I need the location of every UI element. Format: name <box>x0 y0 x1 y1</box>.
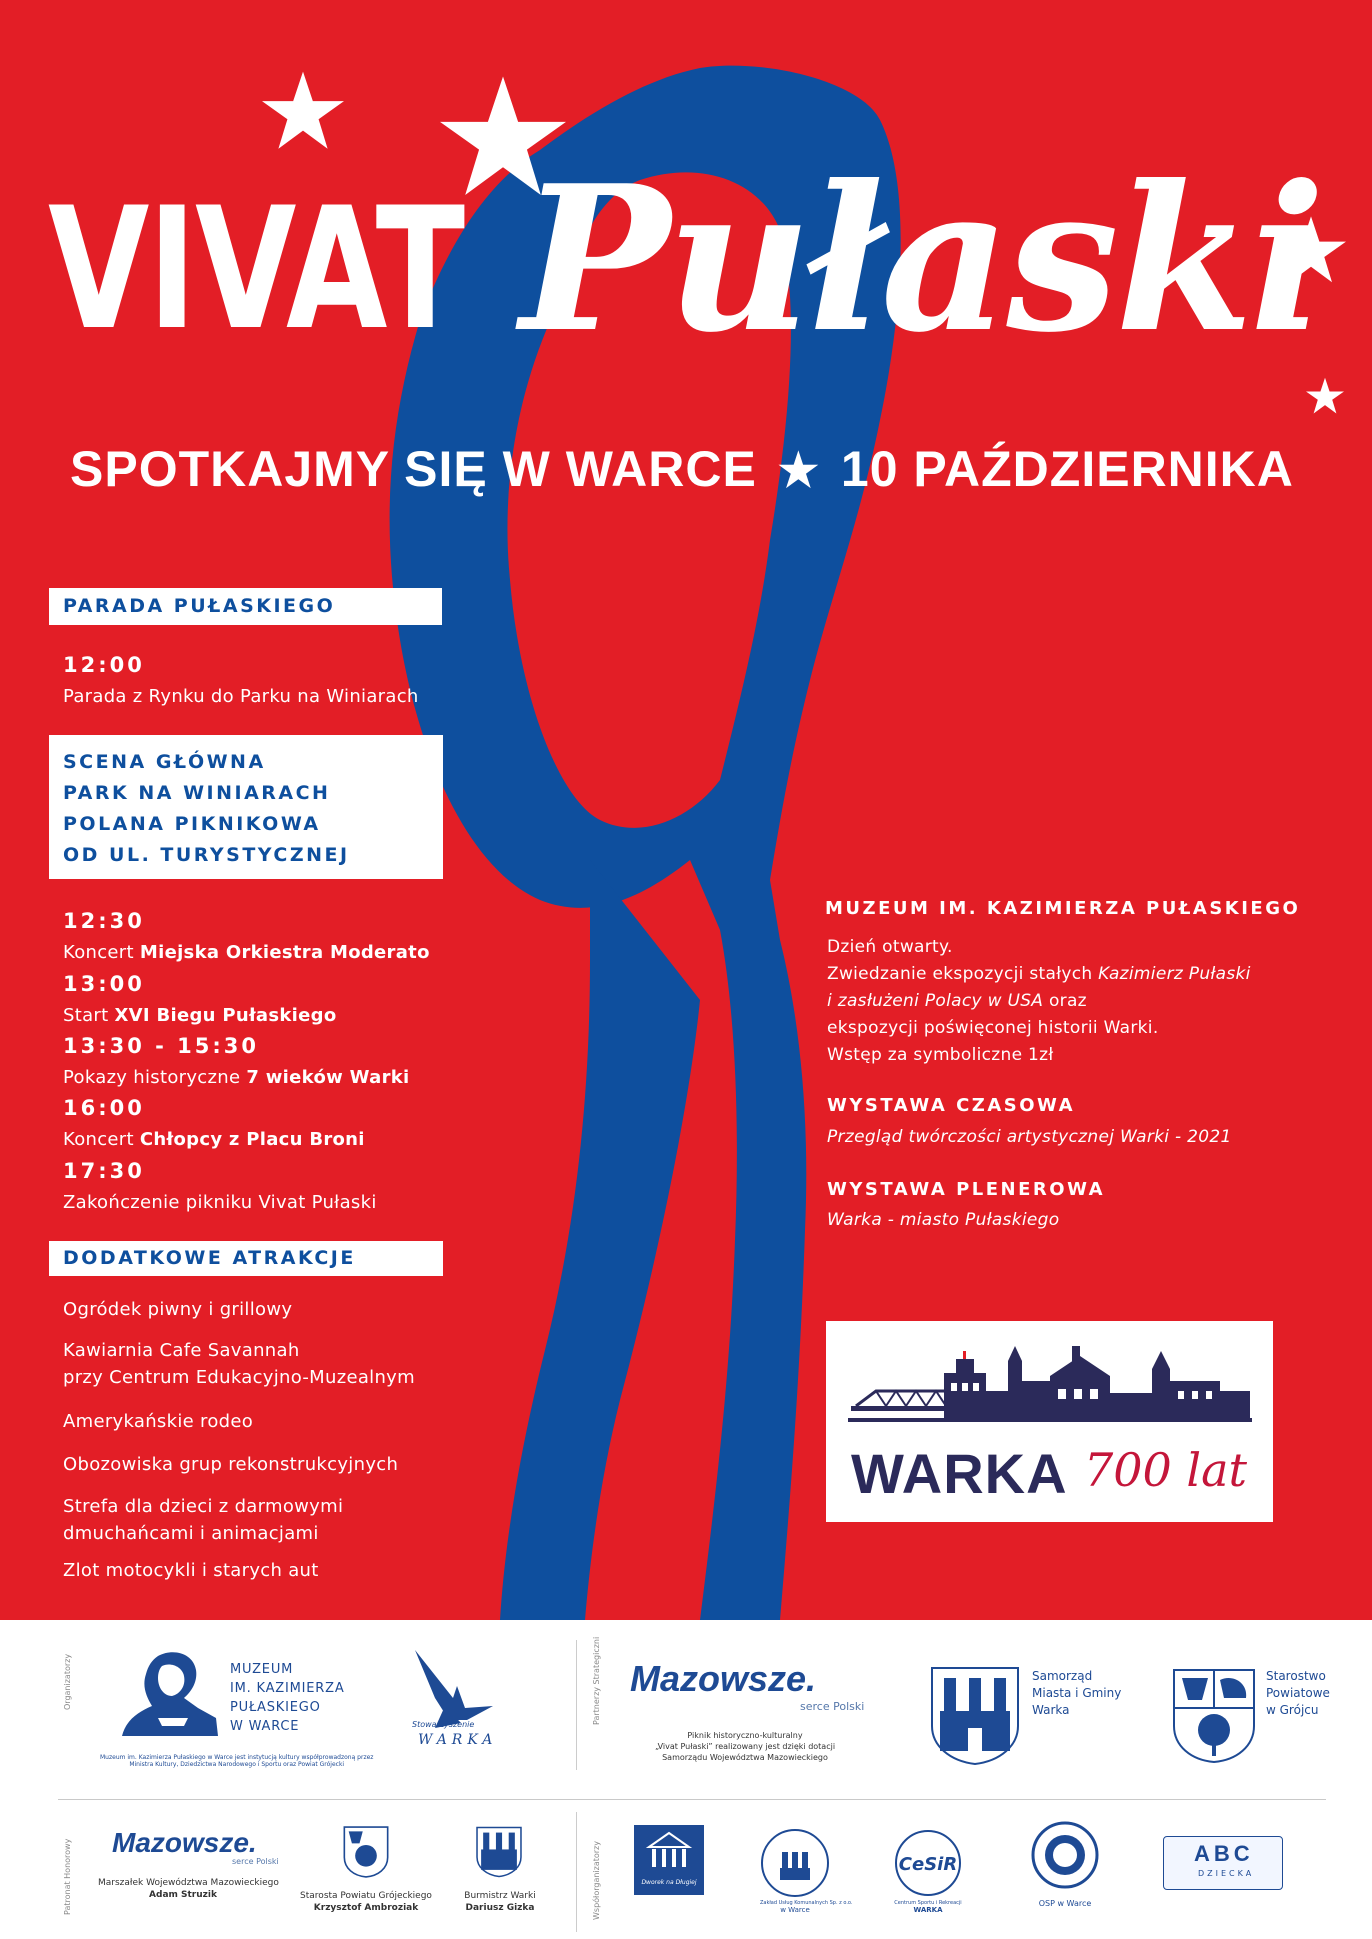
dworek-building-icon <box>634 1825 704 1875</box>
event-desc: Pokazy historyczne 7 wieków Warki <box>63 1067 410 1088</box>
stowarzyszenie-warka: WARKA <box>418 1732 498 1748</box>
event-time: 16:00 <box>63 1096 145 1120</box>
patron-starosta: Starosta Powiatu Grójeckiego Krzysztof Ambroziak <box>300 1891 432 1913</box>
temp-exhibition-header: WYSTAWA CZASOWA <box>827 1095 1076 1116</box>
main-stage-line: POLANA PIKNIKOWA <box>63 813 321 835</box>
warka-logo-name: WARKA <box>851 1442 1068 1505</box>
abc-dziecka-logo <box>1163 1836 1283 1890</box>
warka-700-logo <box>826 1321 1273 1522</box>
osp-logo-icon <box>1030 1820 1100 1890</box>
title-pulaski: Pułaski <box>520 142 1322 377</box>
subtitle-date: 10 PAŹDZIERNIKA <box>840 441 1294 497</box>
temp-exhibition-desc: Przegląd twórczości artystycznej Warki - 2021 <box>827 1127 1232 1147</box>
star-icon <box>1306 377 1344 415</box>
event-time: 12:30 <box>63 909 145 933</box>
event-desc: Zakończenie pikniku Vivat Pułaski <box>63 1192 377 1213</box>
main-stage-line: SCENA GŁÓWNA <box>63 751 266 773</box>
zuk-logo-icon <box>760 1828 830 1898</box>
extras-item: dmuchańcami i animacjami <box>63 1523 319 1544</box>
museum-header: MUZEUM IM. KAZIMIERZA PUŁASKIEGO <box>825 898 1301 919</box>
footer-divider <box>58 1799 1326 1800</box>
dworek-logo: Dworek na Długiej <box>634 1825 704 1895</box>
abc-sub: DZIECKA <box>1198 1869 1255 1878</box>
partners-label: Partnerzy Strategiczni <box>592 1636 601 1725</box>
event-time: 13:00 <box>63 972 145 996</box>
main-stage-header <box>49 735 443 879</box>
patron-burmistrz-arms-icon <box>476 1826 522 1878</box>
zuk-name: Zakład Usług Komunalnych Sp. z o.o. w Warce <box>760 1900 853 1914</box>
mazowsze-sub: serce Polski <box>800 1700 865 1713</box>
title-vivat: VIVAT <box>48 171 464 367</box>
coorganizers-label: Współorganizatorzy <box>592 1841 601 1920</box>
extras-item: Strefa dla dzieci z darmowymi <box>63 1496 344 1517</box>
patron-mazowsze-logo: Mazowsze. <box>112 1827 257 1858</box>
abc-text: ABC <box>1194 1841 1254 1866</box>
extras-item: przy Centrum Edukacyjno-Muzealnym <box>63 1367 415 1388</box>
cesir-name: Centrum Sportu i Rekreacji WARKA <box>894 1900 962 1914</box>
starostwo-name: Starostwo Powiatowe w Grójcu <box>1266 1669 1330 1717</box>
saber-blade <box>500 860 700 1620</box>
stowarzyszenie-name: Stowarzyszenie <box>412 1720 475 1729</box>
extras-item: Ogródek piwny i grillowy <box>63 1299 293 1320</box>
museum-desc: Dzień otwarty. Zwiedzanie ekspozycji stałych Kazimierz Pułaski i zasłużeni Polacy w USA oraz ekspozycji poświęconej historii Warki. Wstęp za symboliczne 1zł <box>827 937 1251 1065</box>
star-separator-icon: ★ <box>777 444 820 496</box>
patron-mazowsze-sub: serce Polski <box>232 1857 279 1866</box>
main-stage-line: OD UL. TURYSTYCZNEJ <box>63 844 350 866</box>
warka-coat-of-arms-icon <box>930 1666 1020 1766</box>
event-desc: Koncert Chłopcy z Placu Broni <box>63 1129 365 1150</box>
museum-pulaski-logo-icon <box>118 1648 224 1736</box>
cesir-logo-icon <box>890 1828 966 1898</box>
subtitle-place: SPOTKAJMY SIĘ W WARCE <box>70 441 757 497</box>
museum-note: Muzeum im. Kazimierza Pułaskiego w Warce jest instytucją kultury współprowadzoną przez Ministra Kultury, Dziedzictwa Narodowego i Sportu oraz Powiat Grójecki <box>100 1754 374 1768</box>
mazowsze-logo: Mazowsze. <box>630 1658 817 1699</box>
extras-item: Amerykańskie rodeo <box>63 1411 254 1432</box>
parade-header: PARADA PUŁASKIEGO <box>49 588 442 625</box>
event-time: 13:30 - 15:30 <box>63 1034 260 1058</box>
outdoor-exhibition-header: WYSTAWA PLENEROWA <box>827 1179 1106 1200</box>
patron-burmistrz: Burmistrz Warki Dariusz Gizka <box>464 1891 536 1913</box>
museum-org-name: MUZEUM IM. KAZIMIERZA PUŁASKIEGO W WARCE <box>230 1662 345 1734</box>
event-desc: Koncert Miejska Orkiestra Moderato <box>63 942 430 963</box>
outdoor-exhibition-desc: Warka - miasto Pułaskiego <box>827 1210 1060 1230</box>
organizers-label: Organizatorzy <box>63 1653 72 1710</box>
sponsors-footer <box>0 1620 1372 1939</box>
starostwo-coat-of-arms-icon <box>1172 1668 1256 1764</box>
patron-starosta-arms-icon <box>342 1826 390 1878</box>
event-desc: Start XVI Biegu Pułaskiego <box>63 1005 337 1026</box>
mazowsze-note: Piknik historyczno-kulturalny „Vivat Pułaski” realizowany jest dzięki dotacji Samorządu Województwa Mazowieckiego <box>654 1731 836 1762</box>
patron-marszalek: Marszałek Województwa Mazowieckiego Adam Struzik <box>98 1878 279 1900</box>
divider <box>576 1812 577 1932</box>
parade-desc: Parada z Rynku do Parku na Winiarach <box>63 686 419 707</box>
svg-text:CeSiR: CeSiR <box>898 1854 958 1875</box>
star-icon <box>262 70 344 152</box>
divider <box>576 1640 577 1770</box>
extras-item: Obozowiska grup rekonstrukcyjnych <box>63 1454 399 1475</box>
event-time: 17:30 <box>63 1159 145 1183</box>
osp-name: OSP w Warce <box>1038 1899 1092 1908</box>
samorzad-name: Samorząd Miasta i Gminy Warka <box>1032 1669 1122 1717</box>
parade-time: 12:00 <box>63 653 145 677</box>
extras-item: Kawiarnia Cafe Savannah <box>63 1340 300 1361</box>
patron-label: Patronat Honorowy <box>63 1838 72 1915</box>
warka-logo-years: 700 lat <box>1084 1443 1248 1497</box>
extras-item: Zlot motocykli i starych aut <box>63 1560 319 1581</box>
subtitle <box>70 440 1340 498</box>
extras-header: DODATKOWE ATRAKCJE <box>49 1241 443 1276</box>
main-stage-line: PARK NA WINIARACH <box>63 782 331 804</box>
